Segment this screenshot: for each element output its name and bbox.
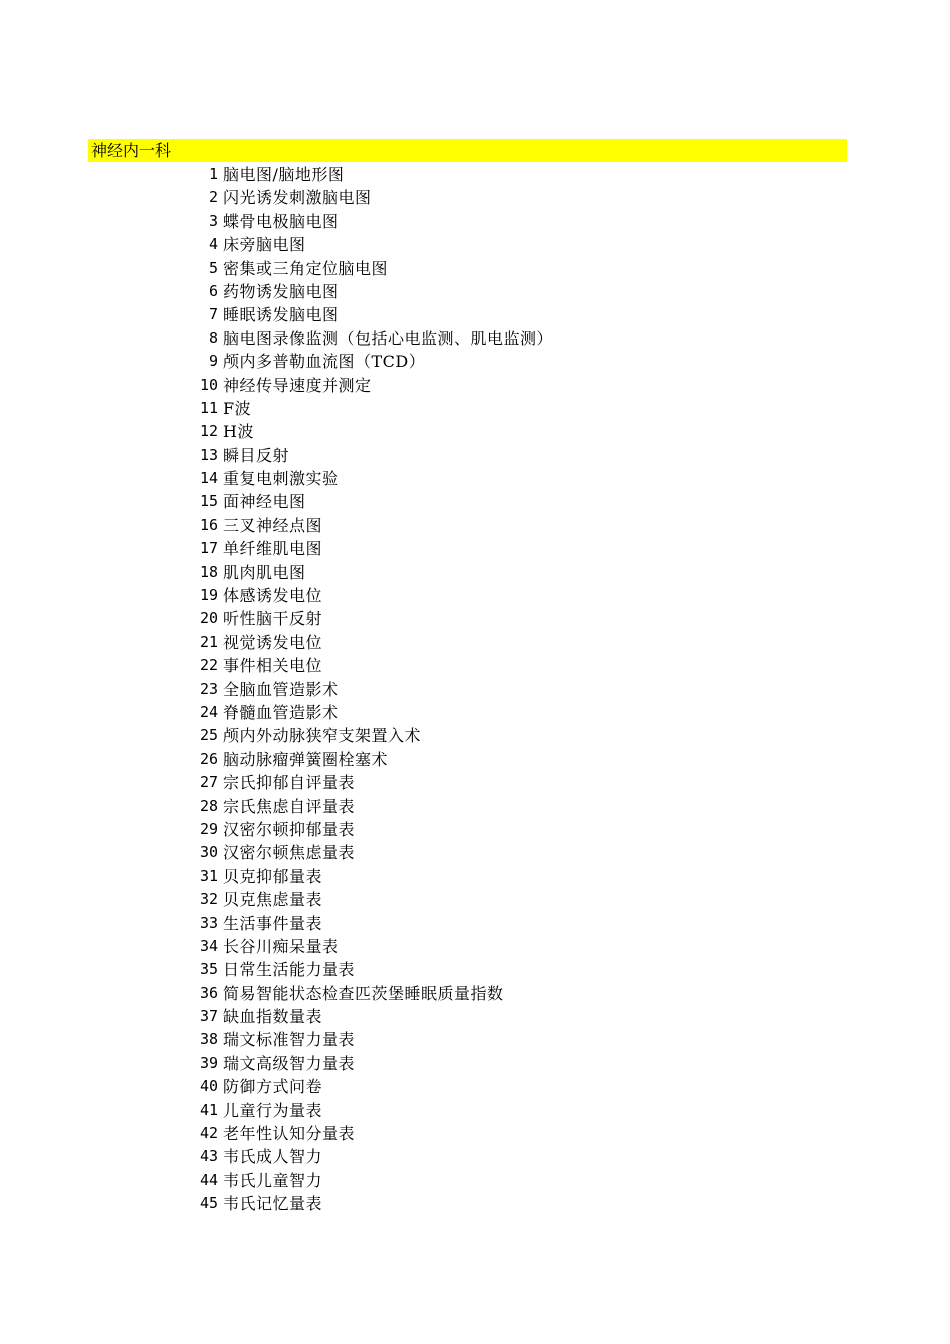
row-number: 21 [199, 632, 218, 651]
table-row[interactable] [0, 1192, 950, 1215]
table-row[interactable] [0, 257, 950, 280]
table-row[interactable] [0, 1005, 950, 1028]
row-number: 5 [208, 258, 218, 277]
row-number: 20 [199, 609, 218, 628]
procedure-list [0, 163, 950, 1216]
procedure-name: 闪光诱发刺激脑电图 [223, 188, 372, 208]
row-number: 36 [199, 983, 218, 1002]
table-row[interactable] [0, 210, 950, 233]
row-number: 27 [199, 773, 218, 792]
row-number: 12 [199, 422, 218, 441]
procedure-name: 蝶骨电极脑电图 [223, 211, 339, 231]
row-number: 30 [199, 843, 218, 862]
row-number: 40 [199, 1077, 218, 1096]
row-number: 4 [208, 235, 218, 254]
row-number: 9 [208, 352, 218, 371]
row-number: 23 [199, 679, 218, 698]
table-row[interactable] [0, 724, 950, 747]
procedure-name: 脊髓血管造影术 [223, 702, 339, 722]
procedure-name: 宗氏焦虑自评量表 [223, 796, 356, 816]
row-number: 19 [199, 586, 218, 605]
row-number: 16 [199, 515, 218, 534]
row-number: 37 [199, 1007, 218, 1026]
procedure-name: 宗氏抑郁自评量表 [223, 773, 356, 793]
procedure-name: 防御方式问卷 [223, 1077, 323, 1097]
procedure-name: 重复电刺激实验 [223, 469, 339, 489]
row-number: 22 [199, 656, 218, 675]
table-row[interactable] [0, 514, 950, 537]
row-number: 44 [199, 1170, 218, 1189]
table-row[interactable] [0, 163, 950, 186]
table-row[interactable] [0, 374, 950, 397]
procedure-name: 睡眠诱发脑电图 [223, 305, 339, 325]
procedure-name: 颅内外动脉狭窄支架置入术 [223, 726, 422, 746]
table-row[interactable] [0, 1075, 950, 1098]
table-row[interactable] [0, 701, 950, 724]
table-row[interactable] [0, 818, 950, 841]
procedure-name: 日常生活能力量表 [223, 960, 356, 980]
row-number: 15 [199, 492, 218, 511]
row-number: 42 [199, 1124, 218, 1143]
procedure-name: 简易智能状态检查匹茨堡睡眠质量指数 [223, 983, 504, 1003]
procedure-name: 汉密尔顿抑郁量表 [223, 819, 356, 839]
procedure-name: 肌肉肌电图 [223, 562, 306, 582]
row-number: 3 [208, 211, 218, 230]
table-row[interactable] [0, 280, 950, 303]
procedure-name: 贝克抑郁量表 [223, 866, 323, 886]
table-row[interactable] [0, 1052, 950, 1075]
table-row[interactable] [0, 584, 950, 607]
procedure-name: 全脑血管造影术 [223, 679, 339, 699]
table-row[interactable] [0, 935, 950, 958]
table-row[interactable] [0, 912, 950, 935]
table-row[interactable] [0, 327, 950, 350]
table-row[interactable] [0, 958, 950, 981]
row-number: 31 [199, 866, 218, 885]
table-row[interactable] [0, 841, 950, 864]
table-row[interactable] [0, 678, 950, 701]
procedure-name: 听性脑干反射 [223, 609, 323, 629]
row-number: 6 [208, 281, 218, 300]
procedure-name: 韦氏成人智力 [223, 1147, 323, 1167]
table-row[interactable] [0, 888, 950, 911]
procedure-name: 颅内多普勒血流图（TCD） [223, 352, 426, 372]
row-number: 10 [199, 375, 218, 394]
table-row[interactable] [0, 420, 950, 443]
procedure-name: 面神经电图 [223, 492, 306, 512]
row-number: 34 [199, 936, 218, 955]
row-number: 39 [199, 1053, 218, 1072]
procedure-name: 生活事件量表 [223, 913, 323, 933]
row-number: 43 [199, 1147, 218, 1166]
procedure-name: 脑电图录像监测（包括心电监测、肌电监测） [223, 328, 554, 348]
procedure-name: 瞬目反射 [223, 445, 290, 465]
procedure-name: 缺血指数量表 [223, 1007, 323, 1027]
row-number: 35 [199, 960, 218, 979]
procedure-name: 药物诱发脑电图 [223, 281, 339, 301]
table-row[interactable] [0, 654, 950, 677]
procedure-name: 单纤维肌电图 [223, 539, 323, 559]
row-number: 28 [199, 796, 218, 815]
row-number: 29 [199, 819, 218, 838]
procedure-name: 三叉神经点图 [223, 515, 323, 535]
row-number: 32 [199, 890, 218, 909]
procedure-name: 老年性认知分量表 [223, 1124, 356, 1144]
table-row[interactable] [0, 350, 950, 373]
table-row[interactable] [0, 303, 950, 326]
row-number: 8 [208, 328, 218, 347]
row-number: 26 [199, 749, 218, 768]
procedure-name: H波 [223, 422, 254, 442]
table-row[interactable] [0, 1122, 950, 1145]
procedure-name: 脑电图/脑地形图 [223, 165, 345, 184]
row-number: 13 [199, 445, 218, 464]
row-number: 11 [199, 398, 218, 417]
table-row[interactable] [0, 444, 950, 467]
row-number: 18 [199, 562, 218, 581]
procedure-name: 脑动脉瘤弹簧圈栓塞术 [223, 749, 389, 769]
procedure-name: 瑞文高级智力量表 [223, 1053, 356, 1073]
department-header-cell[interactable]: 神经内一科 [88, 139, 847, 162]
table-row[interactable] [0, 397, 950, 420]
procedure-name: 长谷川痴呆量表 [223, 936, 339, 956]
row-number: 2 [208, 188, 218, 207]
procedure-name: 视觉诱发电位 [223, 632, 323, 652]
procedure-name: 神经传导速度并测定 [223, 375, 372, 395]
table-row[interactable] [0, 186, 950, 209]
row-number: 41 [199, 1100, 218, 1119]
table-row[interactable] [0, 490, 950, 513]
table-row[interactable] [0, 467, 950, 490]
table-row[interactable] [0, 631, 950, 654]
procedure-name: 儿童行为量表 [223, 1100, 323, 1120]
row-number: 14 [199, 469, 218, 488]
table-row[interactable] [0, 537, 950, 560]
procedure-name: F波 [223, 398, 252, 418]
row-number: 17 [199, 539, 218, 558]
row-number: 33 [199, 913, 218, 932]
table-row[interactable] [0, 771, 950, 794]
table-row[interactable] [0, 795, 950, 818]
row-number: 25 [199, 726, 218, 745]
table-row[interactable] [0, 982, 950, 1005]
procedure-name: 密集或三角定位脑电图 [223, 258, 389, 278]
row-number: 45 [199, 1194, 218, 1213]
procedure-name: 汉密尔顿焦虑量表 [223, 843, 356, 863]
table-row[interactable] [0, 1099, 950, 1122]
procedure-name: 韦氏儿童智力 [223, 1170, 323, 1190]
procedure-name: 体感诱发电位 [223, 586, 323, 606]
row-number: 1 [208, 165, 218, 183]
table-row[interactable] [0, 607, 950, 630]
row-number: 7 [208, 305, 218, 324]
row-number: 38 [199, 1030, 218, 1049]
table-row[interactable] [0, 1145, 950, 1168]
table-row[interactable] [0, 748, 950, 771]
procedure-name: 瑞文标准智力量表 [223, 1030, 356, 1050]
table-row[interactable] [0, 865, 950, 888]
table-row[interactable] [0, 561, 950, 584]
table-row[interactable] [0, 1028, 950, 1051]
table-row[interactable] [0, 1169, 950, 1192]
table-row[interactable] [0, 233, 950, 256]
procedure-name: 贝克焦虑量表 [223, 890, 323, 910]
procedure-name: 韦氏记忆量表 [223, 1194, 323, 1214]
procedure-name: 事件相关电位 [223, 656, 323, 676]
procedure-name: 床旁脑电图 [223, 235, 306, 255]
row-number: 24 [199, 702, 218, 721]
